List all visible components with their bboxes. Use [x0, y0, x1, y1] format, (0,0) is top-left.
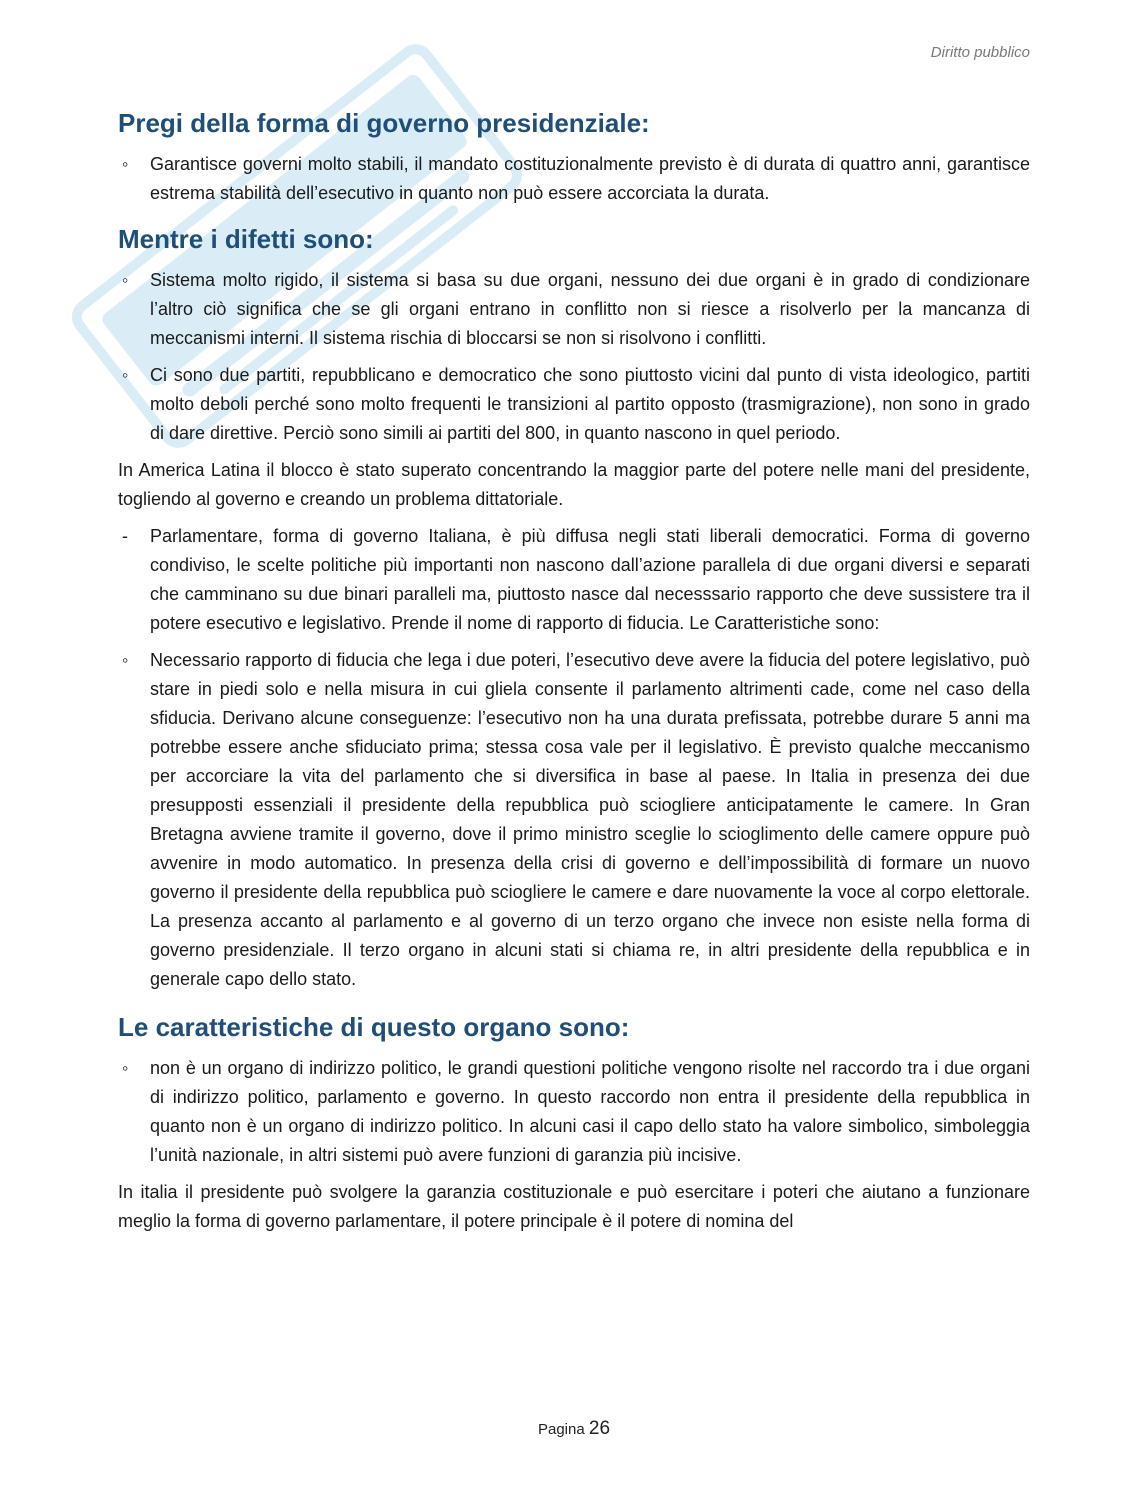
list-item-text: Ci sono due partiti, repubblicano e democratico che sono piuttosto vicini dal punto di vista ideologico, partiti molto deboli perché sono molto frequenti le transizioni al partito opposto (trasmigrazione), non sono in grado di dare direttive. Perciò sono simili ai partiti del 800, in quanto nascono in quel periodo.: [150, 365, 1030, 443]
circle-bullet-icon: ◦: [122, 1058, 129, 1078]
page-number: 26: [588, 1418, 611, 1439]
list-item-fiducia: [118, 646, 1030, 994]
list-item-text: non è un organo di indirizzo politico, le grandi questioni politiche vengono risolte nel raccordo tra i due organi di indirizzo politico, parlamento e governo. In questo raccordo non entra il presidente della repubblica in quanto non è un organo di indirizzo politico. In alcuni casi il capo dello stato ha valore simbolico, simboleggia l’unità nazionale, in altri sistemi può avere funzioni di garanzia più incisive.: [150, 1058, 1030, 1165]
list-item-text: Sistema molto rigido, il sistema si basa su due organi, nessuno dei due organi è in grado di condizionare l’altro ciò significa che se gli organi entrano in conflitto non si riesce a risolverlo per la mancanza di meccanismi interni. Il sistema rischia di bloccarsi se non si risolvono i conflitti.: [150, 270, 1030, 348]
list-item-parlamentare: [118, 522, 1030, 638]
list-item-pregi: [118, 150, 1030, 208]
list-item-text: Necessario rapporto di fiducia che lega i due poteri, l’esecutivo deve avere la fiducia del potere legislativo, può stare in piedi solo e nella misura in cui gliela consente il parlamento altrimenti cade, come nel caso della sfiducia. Derivano alcune conseguenze: l’esecutivo non ha una durata prefissata, potrebbe durare 5 anni ma potrebbe essere anche sfiduciato prima; stessa cosa vale per il legislativo. È previsto qualche meccanismo per accorciare la vita del parlamento che si diversifica in base al paese. In Italia in presenza dei due presupposti essenziali il presidente della repubblica può sciogliere anticipatamente le camere. In Gran Bretagna avviene tramite il governo, dove il primo ministro sceglie lo scioglimento delle camere oppure può avvenire in modo automatico. In presenza della crisi di governo e dell’impossibilità di formare un nuovo governo il presidente della repubblica può sciogliere le camere e dare nuovamente la voce al corpo elettorale. La presenza accanto al parlamento e al governo di un terzo organo che invece non esiste nella forma di governo presidenziale. Il terzo organo in alcuni stati si chiama re, in altri presidente della repubblica e in generale capo dello stato.: [150, 650, 1030, 989]
circle-bullet-icon: ◦: [122, 365, 129, 385]
running-header: Diritto pubblico: [930, 44, 1030, 61]
list-item-text: Garantisce governi molto stabili, il mandato costituzionalmente previsto è di durata di quattro anni, garantisce estrema stabilità dell’esecutivo in quanto non può essere accorciata la durata.: [150, 154, 1030, 203]
page-label: Pagina: [537, 1421, 585, 1438]
list-item-text: Parlamentare, forma di governo Italiana, è più diffusa negli stati liberali democratici. Forma di governo condiviso, le scelte politiche più importanti non nascono dall’azione parallela di due organi diversi e separati che camminano su due binari paralleli ma, piuttosto nasce dal necesssario rapporto che deve sussistere tra il potere esecutivo e legislativo. Prende il nome di rapporto di fiducia. Le Caratteristiche sono:: [150, 526, 1030, 633]
paragraph-america-latina: In America Latina il blocco è stato superato concentrando la maggior parte del potere nelle mani del presidente, togliendo al governo e creando un problema dittatoriale.: [118, 460, 1030, 509]
circle-bullet-icon: ◦: [122, 154, 129, 174]
heading-difetti: Mentre i difetti sono:: [118, 224, 374, 254]
circle-bullet-icon: ◦: [122, 270, 129, 290]
heading-pregi: Pregi della forma di governo presidenziale:: [118, 108, 650, 138]
circle-bullet-icon: ◦: [122, 650, 129, 670]
paragraph-italia: In italia il presidente può svolgere la garanzia costituzionale e può esercitare i poteri che aiutano a funzionare meglio la forma di governo parlamentare, il potere principale è il potere di nomina del: [118, 1182, 1030, 1231]
heading-caratteristiche: Le caratteristiche di questo organo sono:: [118, 1012, 630, 1042]
list-item-difetti-1: [118, 266, 1030, 353]
dash-bullet-icon: -: [122, 526, 128, 546]
page-footer: [0, 1418, 1148, 1440]
page-content: [118, 106, 1030, 1244]
list-item-caratteristiche: [118, 1054, 1030, 1170]
list-item-difetti-2: [118, 361, 1030, 448]
